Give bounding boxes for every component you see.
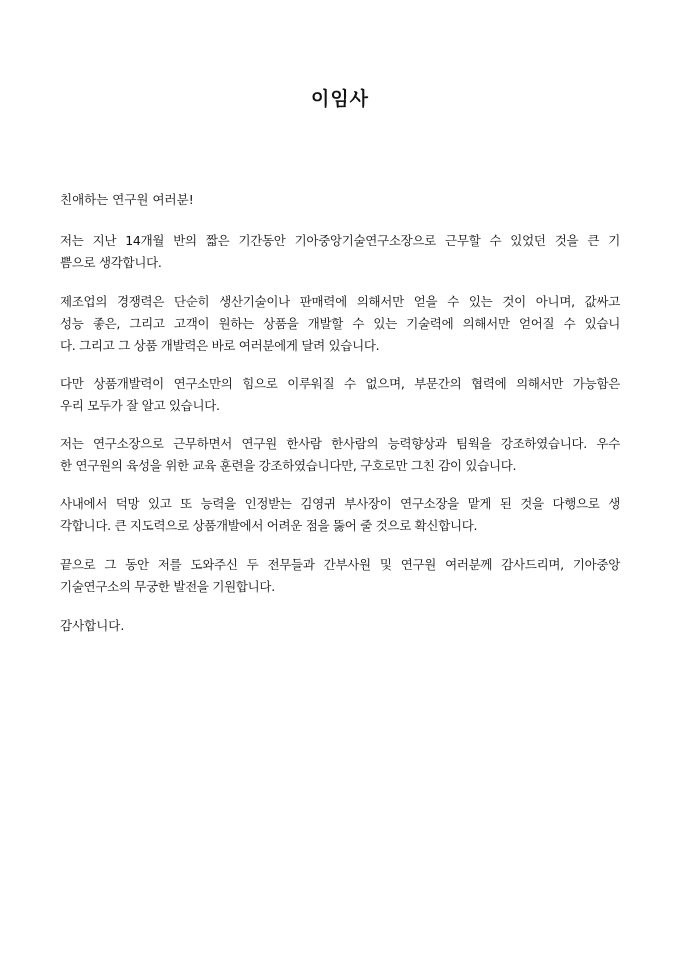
paragraph-line: 다. 그리고 그 상품 개발력은 바로 여러분에게 달려 있습니다. <box>60 338 380 353</box>
paragraph-3 <box>60 373 620 417</box>
paragraph-4 <box>60 433 620 477</box>
paragraph-1 <box>60 230 620 274</box>
greeting: 친애하는 연구원 여러분! <box>60 192 194 207</box>
paragraph-line: 끝으로 그 동안 저를 도와주신 두 전무들과 간부사원 및 연구원 여러분께 감사드리며, 기아중앙 <box>60 557 620 572</box>
paragraph-line: 우리 모두가 잘 알고 있습니다. <box>60 398 220 413</box>
letter-title: 이임사 <box>310 88 370 110</box>
paragraph-2 <box>60 291 620 357</box>
paragraph-line: 저는 연구소장으로 근무하면서 연구원 한사람 한사람의 능력향상과 팀웍을 강조하였습니다. 우수 <box>60 436 620 451</box>
paragraph-line: 제조업의 경쟁력은 단순히 생산기술이나 판매력에 의해서만 얻을 수 있는 것이 아니며, 값싸고 <box>60 294 620 309</box>
paragraph-line: 성능 좋은, 그리고 고객이 원하는 상품을 개발할 수 있는 기술력에 의해서만 얻어질 수 있습니 <box>60 316 620 331</box>
paragraph-5 <box>60 493 620 537</box>
paragraph-line: 사내에서 덕망 있고 또 능력을 인정받는 김영귀 부사장이 연구소장을 맡게 된 것을 다행으로 생 <box>60 496 620 511</box>
paragraph-line: 저는 지난 14개월 반의 짧은 기간동안 기아중앙기술연구소장으로 근무할 수 있었던 것을 큰 기 <box>60 233 620 248</box>
paragraph-line: 각합니다. 큰 지도력으로 상품개발에서 어려운 점을 뚫어 줄 것으로 확신합니다. <box>60 518 478 533</box>
paragraph-line: 기술연구소의 무궁한 발전을 기원합니다. <box>60 579 275 594</box>
paragraph-line: 한 연구원의 육성을 위한 교육 훈련을 강조하였습니다만, 구호로만 그친 감이 있습니다. <box>60 458 517 473</box>
paragraph-line: 쁨으로 생각합니다. <box>60 255 162 270</box>
paragraph-6 <box>60 554 620 598</box>
paragraph-line: 다만 상품개발력이 연구소만의 힘으로 이루워질 수 없으며, 부문간의 협력에 의해서만 가능함은 <box>60 376 620 391</box>
closing: 감사합니다. <box>60 618 125 633</box>
